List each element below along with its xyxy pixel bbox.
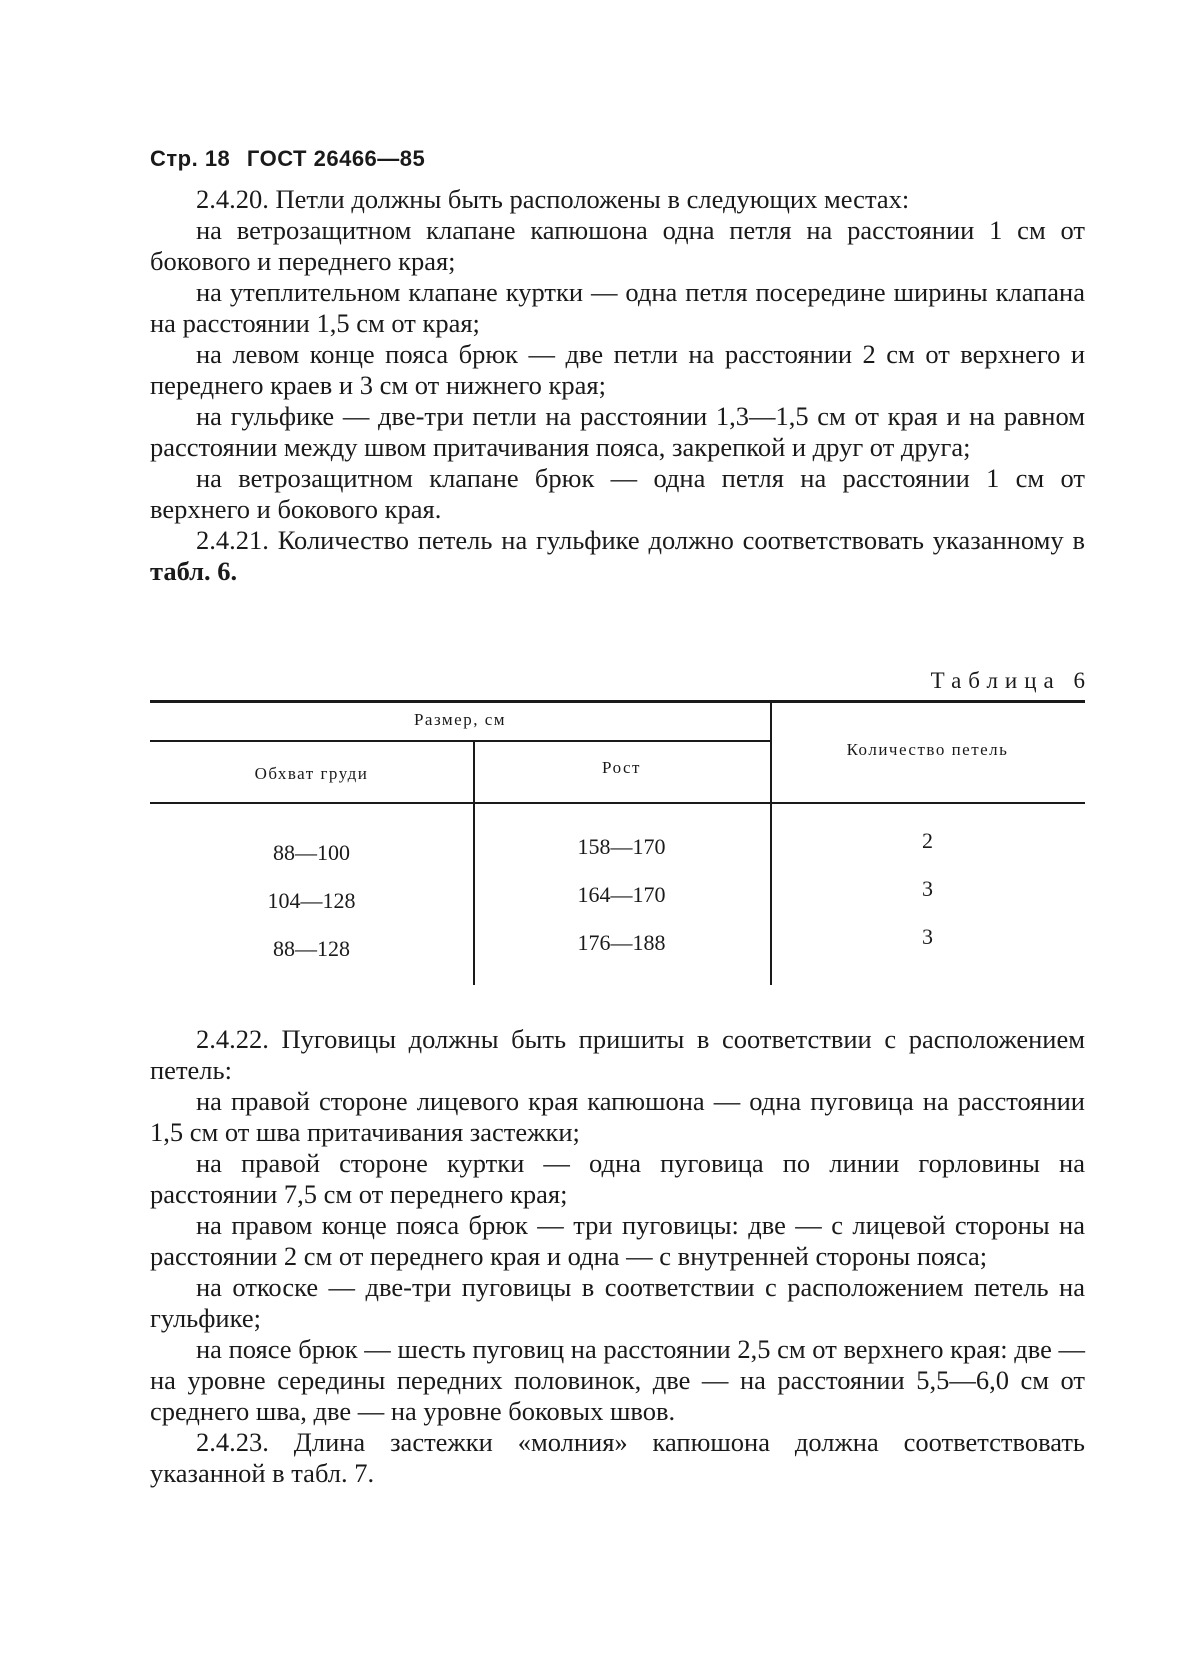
standard-code: ГОСТ 26466—85: [246, 146, 426, 171]
buttonhole-hood-flap: на ветрозащитном клапане капюшона одна петля на расстоянии 1 см от бокового и переднего края;: [150, 215, 1085, 276]
clause-2-4-21: [150, 525, 1085, 587]
row-3-count: 3: [922, 924, 933, 949]
buttonhole-trouser-flap: на ветрозащитном клапане брюк — одна петля на расстоянии 1 см от верхнего и бокового края.: [150, 463, 1085, 524]
section-buttonholes: [150, 184, 1085, 587]
header-height: Рост: [602, 758, 641, 777]
clause-2-4-21-text: 2.4.21. Количество петель на гульфике должно соответствовать указанному в: [196, 525, 1085, 555]
button-hood-edge: на правой стороне лицевого края капюшона — одна пуговица на расстоянии 1,5 см от шва притачивания застежки;: [150, 1086, 1085, 1147]
table-reference: табл. 6.: [150, 556, 238, 586]
header-count: Количество петель: [846, 740, 1009, 759]
clause-2-4-23: 2.4.23. Длина застежки «молния» капюшона должна соответствовать указанной в табл. 7.: [150, 1427, 1085, 1488]
row-2-chest: 104—128: [267, 888, 356, 913]
section-buttons: [150, 1024, 1085, 1489]
button-trouser-belt: на поясе брюк — шесть пуговиц на расстоянии 2,5 см от верхнего края: две — на уровне середины передних половинок, две — на расстоянии 5,5—6,0 см от среднего шва, две — на уровне боковых швов.: [150, 1334, 1085, 1426]
row-1-count: 2: [922, 828, 933, 853]
page-header: [150, 146, 435, 172]
buttonhole-belt-left: на левом конце пояса брюк — две петли на расстоянии 2 см от верхнего и переднего краев и 3 см от нижнего края;: [150, 339, 1085, 400]
row-3-chest: 88—128: [273, 936, 350, 961]
table-6: [150, 700, 1085, 985]
clause-2-4-20: 2.4.20. Петли должны быть расположены в следующих местах:: [196, 184, 910, 214]
row-3-height: 176—188: [577, 930, 666, 955]
row-2-count: 3: [922, 876, 933, 901]
row-1-chest: 88—100: [273, 840, 350, 865]
clause-2-4-22: 2.4.22. Пуговицы должны быть пришиты в соответствии с расположением петель:: [150, 1024, 1085, 1085]
page-number: Стр. 18: [150, 146, 231, 171]
button-jacket: на правой стороне куртки — одна пуговица по линии горловины на расстоянии 7,5 см от переднего края;: [150, 1148, 1085, 1209]
header-size-group: Размер, см: [413, 710, 507, 729]
header-chest: Обхват груди: [254, 764, 369, 783]
header-bottom-rule: [150, 802, 1085, 804]
buttonhole-jacket-flap: на утеплительном клапане куртки — одна петля посередине ширины клапана на расстоянии 1,5 см от края;: [150, 277, 1085, 338]
buttonhole-fly: на гульфике — две-три петли на расстоянии 1,3—1,5 см от края и на равном расстоянии между швом притачивания пояса, закрепкой и друг от друга;: [150, 401, 1085, 462]
row-1-height: 158—170: [577, 834, 666, 859]
button-belt-right: на правом конце пояса брюк — три пуговицы: две — с лицевой стороны на расстоянии 2 см от переднего края и одна — с внутренней стороны пояса;: [150, 1210, 1085, 1271]
table-caption: Таблица 6: [930, 668, 1092, 693]
group-header-rule: [150, 740, 770, 742]
button-fly-facing: на откоске — две-три пуговицы в соответствии с расположением петель на гульфике;: [150, 1272, 1085, 1333]
row-2-height: 164—170: [577, 882, 666, 907]
table-top-rule: [150, 700, 1085, 703]
